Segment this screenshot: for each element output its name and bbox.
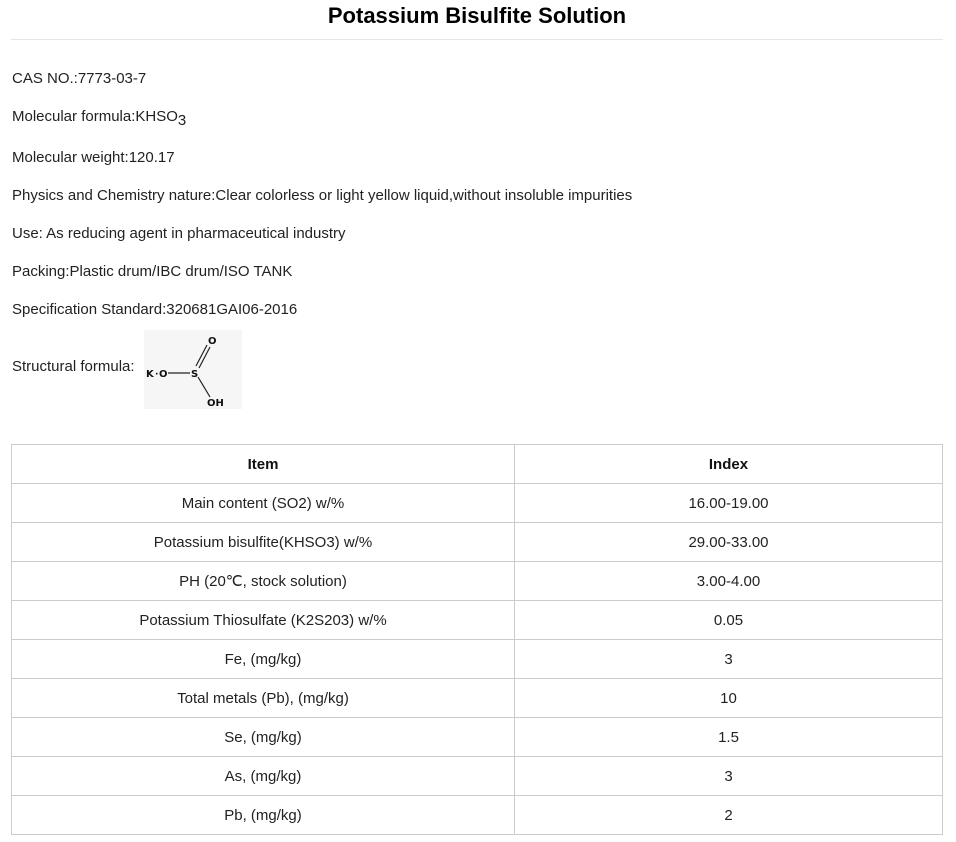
structural-formula-label: Structural formula: — [12, 358, 135, 375]
packing-description: Packing:Plastic drum/IBC drum/ISO TANK — [12, 263, 293, 280]
atom-s: S — [191, 369, 199, 380]
table-header-row — [12, 445, 943, 484]
atom-o-ester: O — [159, 369, 168, 380]
table-row — [12, 484, 943, 523]
table-row — [12, 562, 943, 601]
table-row — [12, 718, 943, 757]
cell-index: 0.05 — [514, 601, 942, 640]
cell-item: Se, (mg/kg) — [12, 718, 515, 757]
molecular-formula-label: Molecular formula: — [12, 108, 136, 125]
table-row — [12, 679, 943, 718]
atom-bond-dot: · — [155, 370, 159, 380]
cell-index: 29.00-33.00 — [514, 523, 942, 562]
structural-formula-diagram — [144, 330, 242, 409]
cell-index: 3 — [514, 640, 942, 679]
molecular-formula-main: KHSO — [135, 108, 178, 125]
specification-table — [11, 444, 943, 835]
physics-chemistry-nature: Physics and Chemistry nature:Clear colorless or light yellow liquid,without insoluble impurities — [12, 187, 633, 204]
cell-item: Main content (SO2) w/% — [12, 484, 515, 523]
table-row — [12, 640, 943, 679]
cell-item: Potassium bisulfite(KHSO3) w/% — [12, 523, 515, 562]
title-divider — [11, 39, 943, 40]
molecular-formula — [12, 107, 186, 127]
bond-s-oh — [198, 377, 210, 397]
molecular-formula-subscript: 3 — [177, 112, 187, 129]
table-row — [12, 757, 943, 796]
cell-item: Total metals (Pb), (mg/kg) — [12, 679, 515, 718]
cell-index: 16.00-19.00 — [514, 484, 942, 523]
cell-item: As, (mg/kg) — [12, 757, 515, 796]
table-row — [12, 796, 943, 835]
cas-number: CAS NO.:7773-03-7 — [12, 70, 147, 87]
atom-k: K — [146, 369, 154, 380]
page-title: Potassium Bisulfite Solution — [327, 3, 627, 28]
cell-index: 3.00-4.00 — [514, 562, 942, 601]
cell-item: Fe, (mg/kg) — [12, 640, 515, 679]
atom-oh: OH — [207, 398, 224, 409]
header-item: Item — [12, 445, 515, 484]
specification-standard: Specification Standard:320681GAI06-2016 — [12, 301, 298, 318]
cell-index: 3 — [514, 757, 942, 796]
header-index: Index — [514, 445, 942, 484]
cell-index: 10 — [514, 679, 942, 718]
structural-formula-image — [144, 330, 242, 409]
table-row — [12, 601, 943, 640]
use-description: Use: As reducing agent in pharmaceutical industry — [12, 225, 346, 242]
cell-item: PH (20℃, stock solution) — [12, 562, 515, 601]
cell-item: Potassium Thiosulfate (K2S203) w/% — [12, 601, 515, 640]
molecular-weight: Molecular weight:120.17 — [12, 149, 175, 166]
cell-item: Pb, (mg/kg) — [12, 796, 515, 835]
atom-o-double: O — [208, 336, 217, 347]
cell-index: 2 — [514, 796, 942, 835]
table-row — [12, 523, 943, 562]
cell-index: 1.5 — [514, 718, 942, 757]
